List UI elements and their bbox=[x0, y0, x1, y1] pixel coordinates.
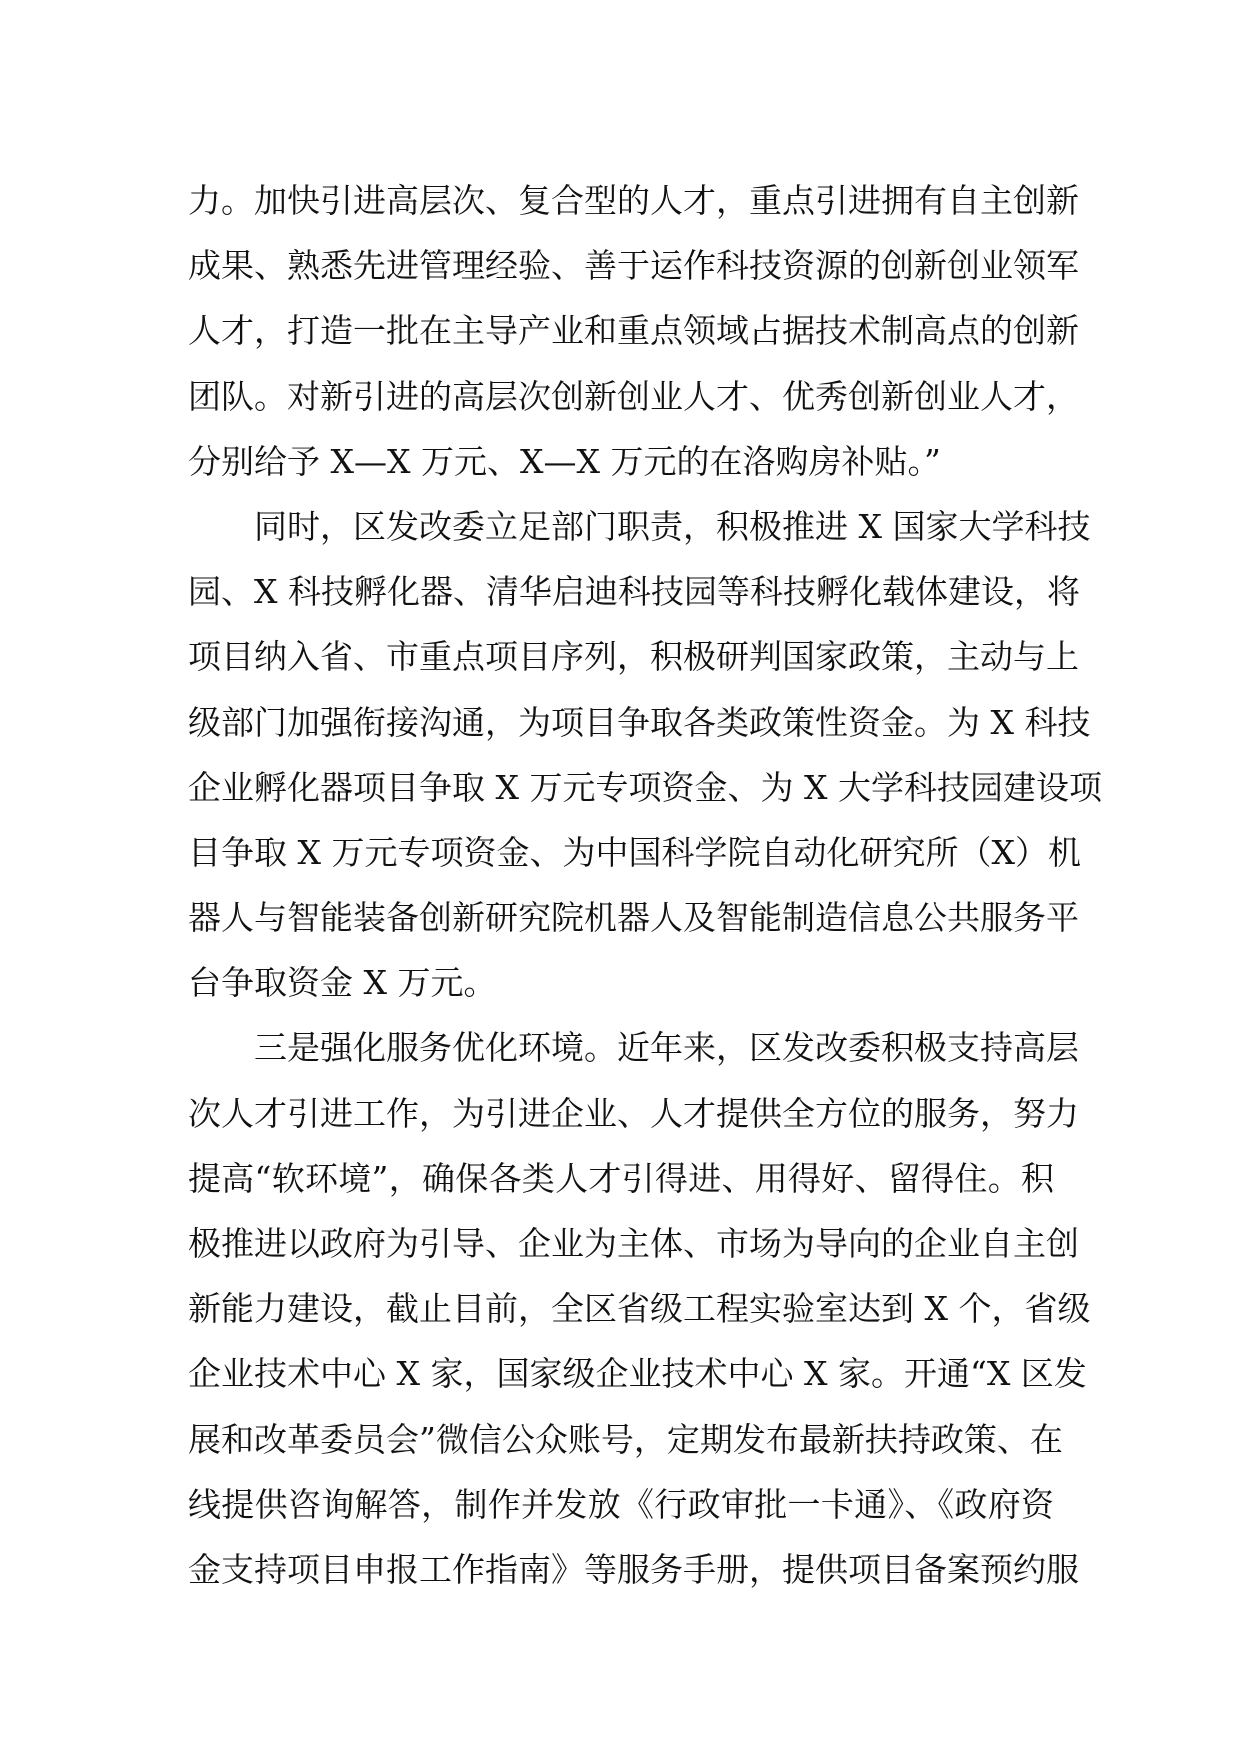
text-line: 金支持项目申报工作指南》等服务手册，提供项目备案预约服 bbox=[188, 1549, 1079, 1589]
body-text bbox=[188, 168, 1102, 1602]
text-line: 台争取资金 X 万元。 bbox=[188, 963, 497, 1003]
paragraph-start-line: 三是强化服务优化环境。近年来，区发改委积极支持高层 bbox=[254, 1028, 1079, 1068]
text-line: 次人才引进工作，为引进企业、人才提供全方位的服务，努力 bbox=[188, 1093, 1079, 1133]
text-line: 展和改革委员会”微信公众账号，定期发布最新扶持政策、在 bbox=[188, 1419, 1063, 1459]
text-line: 线提供咨询解答，制作并发放《行政审批一卡通》、《政府资 bbox=[188, 1484, 1054, 1524]
text-line: 新能力建设，截止目前，全区省级工程实验室达到 X 个，省级 bbox=[188, 1289, 1091, 1329]
text-line: 人才，打造一批在主导产业和重点领域占据技术制高点的创新 bbox=[188, 311, 1079, 351]
text-line: 器人与智能装备创新研究院机器人及智能制造信息公共服务平 bbox=[188, 898, 1079, 938]
text-line: 分别给予 X—X 万元、X—X 万元的在洛购房补贴。” bbox=[188, 441, 941, 481]
text-line: 企业技术中心 X 家，国家级企业技术中心 X 家。开通“X 区发 bbox=[188, 1354, 1087, 1394]
paragraph-start-line: 同时，区发改委立足部门职责，积极推进 X 国家大学科技 bbox=[254, 506, 1091, 546]
text-line: 极推进以政府为引导、企业为主体、市场为导向的企业自主创 bbox=[188, 1224, 1079, 1263]
text-line: 园、X 科技孵化器、清华启迪科技园等科技孵化载体建设，将 bbox=[188, 572, 1080, 612]
text-line: 级部门加强衔接沟通，为项目争取各类政策性资金。为 X 科技 bbox=[188, 702, 1091, 742]
text-line: 成果、熟悉先进管理经验、善于运作科技资源的创新创业领军 bbox=[188, 246, 1079, 286]
text-line: 团队。对新引进的高层次创新创业人才、优秀创新创业人才， bbox=[188, 376, 1079, 416]
text-line: 项目纳入省、市重点项目序列，积极研判国家政策，主动与上 bbox=[188, 637, 1079, 677]
text-line: 企业孵化器项目争取 X 万元专项资金、为 X 大学科技园建设项 bbox=[188, 767, 1102, 807]
text-line: 力。加快引进高层次、复合型的人才，重点引进拥有自主创新 bbox=[188, 181, 1079, 220]
text-line: 目争取 X 万元专项资金、为中国科学院自动化研究所（X）机 bbox=[188, 832, 1081, 872]
text-line: 提高“软环境”，确保各类人才引得进、用得好、留得住。积 bbox=[188, 1158, 1054, 1198]
